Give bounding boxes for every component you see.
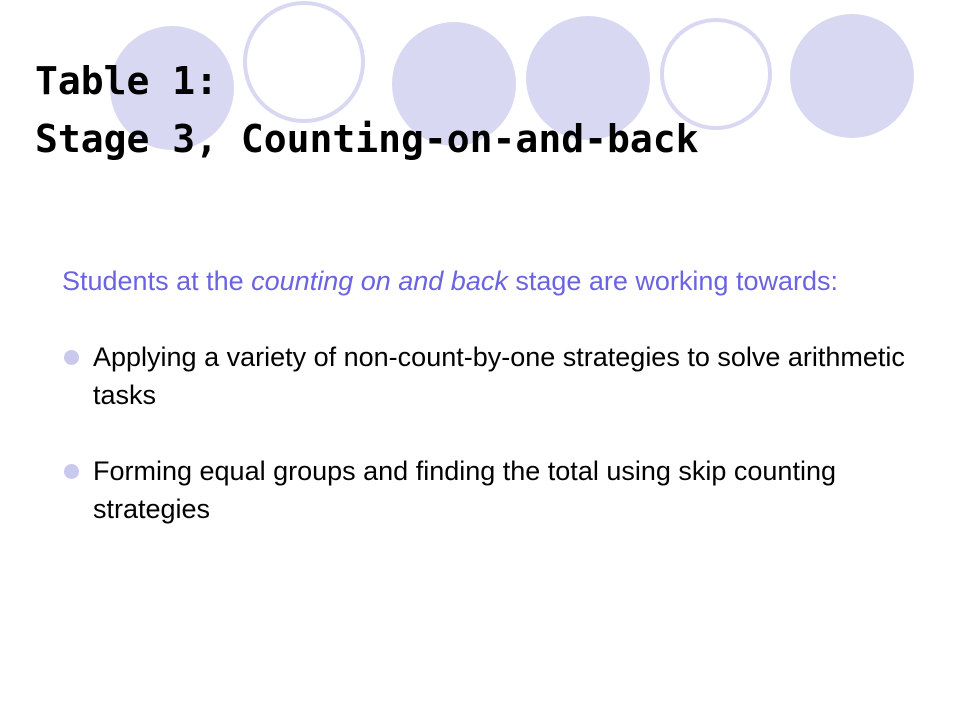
bullet-text: Forming equal groups and finding the total using skip counting strategies <box>93 456 836 524</box>
bullet-item <box>62 452 922 528</box>
title-line-2: Stage 3, Counting-on-and-back <box>35 117 699 161</box>
bullet-dot-icon <box>64 350 79 365</box>
bullet-text: Applying a variety of non-count-by-one strategies to solve arithmetic tasks <box>93 342 905 410</box>
intro-text-before: Students at the <box>62 266 252 296</box>
bullet-item <box>62 338 922 414</box>
title-line-1: Table 1: <box>35 59 219 103</box>
slide-title <box>35 52 698 168</box>
intro-paragraph <box>62 262 922 300</box>
bullet-dot-icon <box>64 464 79 479</box>
slide-body <box>62 262 922 528</box>
bullet-list <box>62 338 922 528</box>
intro-text-after: stage are working towards: <box>507 266 839 296</box>
decor-circle-filled-4 <box>790 14 914 138</box>
intro-emphasis: counting on and back <box>251 266 508 296</box>
